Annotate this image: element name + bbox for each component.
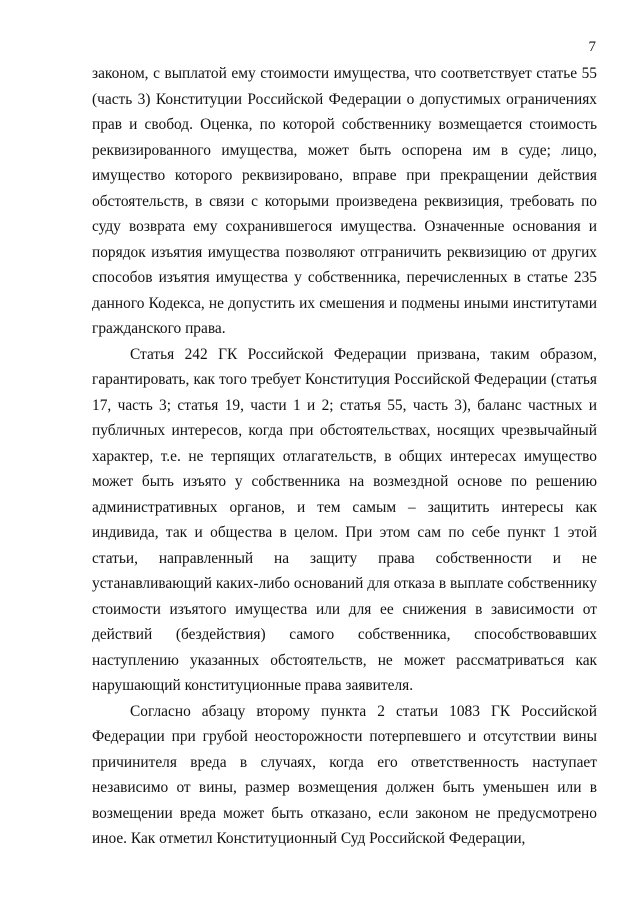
page-number: 7: [588, 39, 596, 55]
paragraph-continuation: законом, с выплатой ему стоимости имущества, что соответствует статье 55 (часть 3) Конституции Российской Федерации о допустимых ограничениях прав и свобод. Оценка, по которой собственнику возмещается стоимость реквизированного имущества, может быть оспорена им в суде; лицо, имущество которого реквизировано, вправе при прекращении действия обстоятельств, в связи с которыми произведена реквизиция, требовать по суду возврата ему сохранившегося имущества. Означенные основания и порядок изъятия имущества позволяют отграничить реквизицию от других способов изъятия имущества у собственника, перечисленных в статье 235 данного Кодекса, не допустить их смешения и подмены иными институтами гражданского права.: [92, 65, 597, 337]
paragraph-article-1083: Согласно абзацу второму пункта 2 статьи 1083 ГК Российской Федерации при грубой неосторожности потерпевшего и отсутствии вины причинителя вреда в случаях, когда его ответственность наступает независимо от вины, размер возмещения должен быть уменьшен или в возмещении вреда может быть отказано, если законом не предусмотрено иное. Как отметил Конституционный Суд Российской Федерации,: [92, 702, 597, 847]
paragraph-article-242: Статья 242 ГК Российской Федерации призвана, таким образом, гарантировать, как того требует Конституция Российской Федерации (статья 17, часть 3; статья 19, части 1 и 2; статья 55, часть 3), баланс частных и публичных интересов, когда при обстоятельствах, носящих чрезвычайный характер, т.е. не терпящих отлагательств, в общих интересах имущество может быть изъято у собственника на возмездной основе по решению административных органов, и тем самым – защитить интересы как индивида, так и общества в целом. При этом сам по себе пункт 1 этой статьи, направленный на защиту права собственности и не устанавливающий каких-либо оснований для отказа в выплате собственнику стоимости изъятого имущества или для ее снижения в зависимости от действий (бездействия) самого собственника, способствовавших наступлению указанных обстоятельств, не может рассматриваться как нарушающий конституционные права заявителя.: [92, 345, 597, 694]
document-body: [92, 61, 597, 852]
